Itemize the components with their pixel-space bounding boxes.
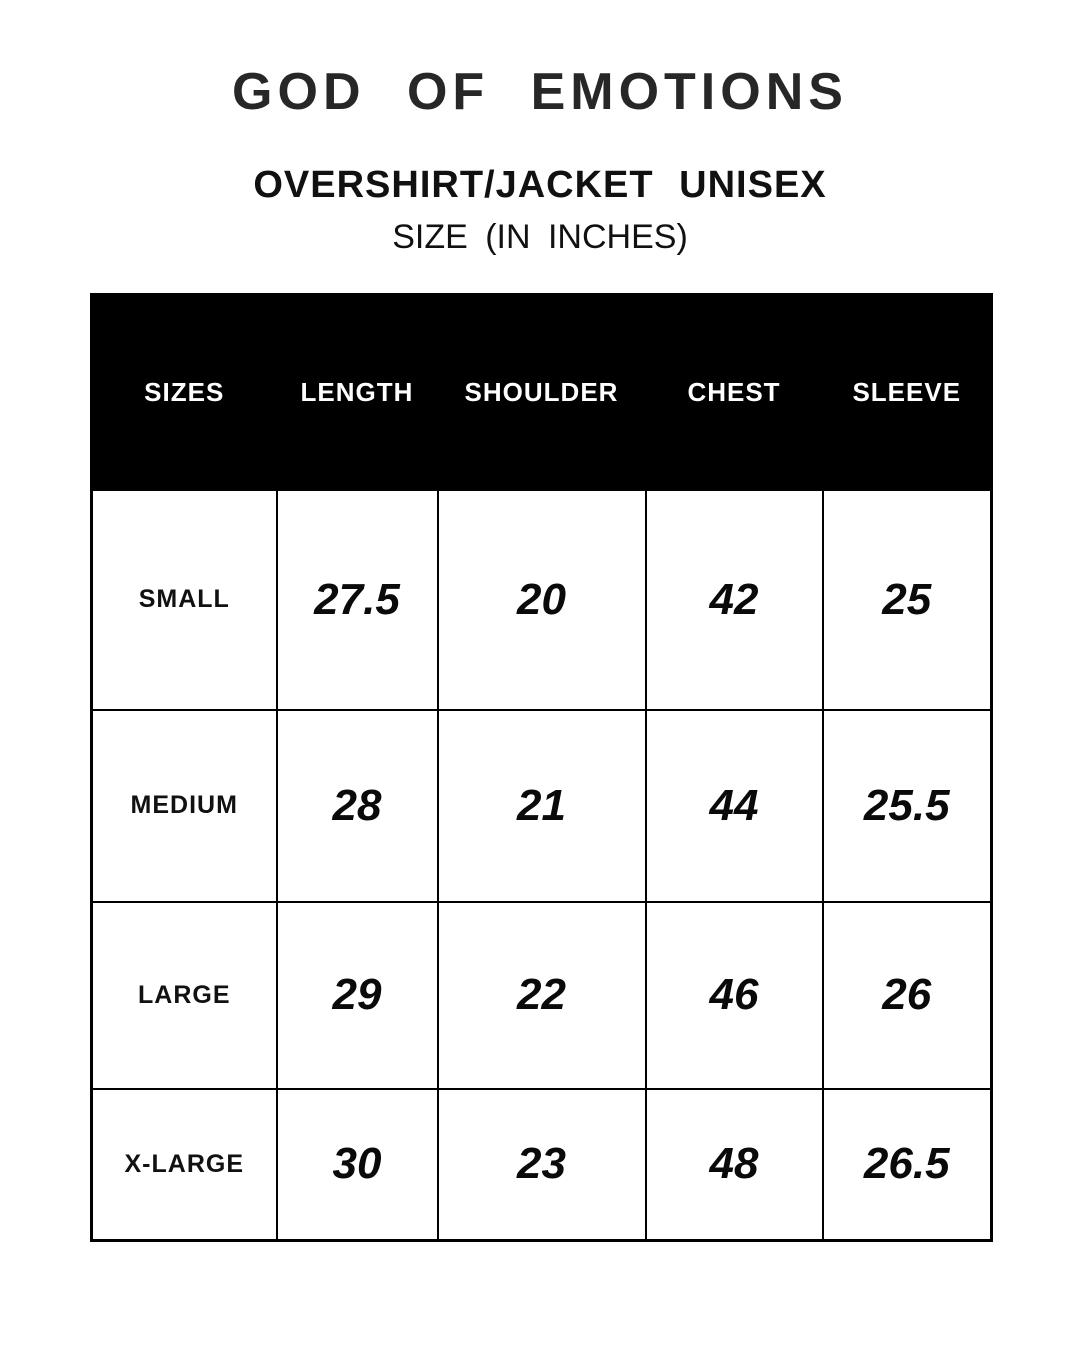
row-label-medium: MEDIUM — [92, 710, 277, 902]
brand-title: GOD OF EMOTIONS — [232, 63, 848, 121]
row-label-large: LARGE — [92, 902, 277, 1089]
cell-small-chest: 42 — [646, 490, 823, 710]
cell-large-chest: 46 — [646, 902, 823, 1089]
size-row-large — [92, 902, 992, 1089]
cell-large-shoulder: 22 — [438, 902, 646, 1089]
row-label-xlarge: X-LARGE — [92, 1089, 277, 1241]
cell-small-shoulder: 20 — [438, 490, 646, 710]
cell-xlarge-shoulder: 23 — [438, 1089, 646, 1241]
column-header-chest: CHEST — [646, 295, 823, 490]
column-header-sleeve: SLEEVE — [823, 295, 992, 490]
cell-medium-length: 28 — [277, 710, 438, 902]
size-unit-note: SIZE (IN INCHES) — [392, 218, 688, 256]
cell-xlarge-chest: 48 — [646, 1089, 823, 1241]
cell-large-length: 29 — [277, 902, 438, 1089]
cell-medium-shoulder: 21 — [438, 710, 646, 902]
product-title: OVERSHIRT/JACKET UNISEX — [253, 164, 827, 206]
row-label-small: SMALL — [92, 490, 277, 710]
cell-small-length: 27.5 — [277, 490, 438, 710]
size-row-small — [92, 490, 992, 710]
column-header-sizes: SIZES — [92, 295, 277, 490]
cell-medium-chest: 44 — [646, 710, 823, 902]
size-table — [90, 293, 993, 1242]
cell-medium-sleeve: 25.5 — [823, 710, 992, 902]
size-row-medium — [92, 710, 992, 902]
size-row-xlarge — [92, 1089, 992, 1241]
column-header-shoulder: SHOULDER — [438, 295, 646, 490]
cell-large-sleeve: 26 — [823, 902, 992, 1089]
size-table-header-row — [92, 295, 992, 490]
cell-xlarge-length: 30 — [277, 1089, 438, 1241]
column-header-length: LENGTH — [277, 295, 438, 490]
cell-xlarge-sleeve: 26.5 — [823, 1089, 992, 1241]
cell-small-sleeve: 25 — [823, 490, 992, 710]
